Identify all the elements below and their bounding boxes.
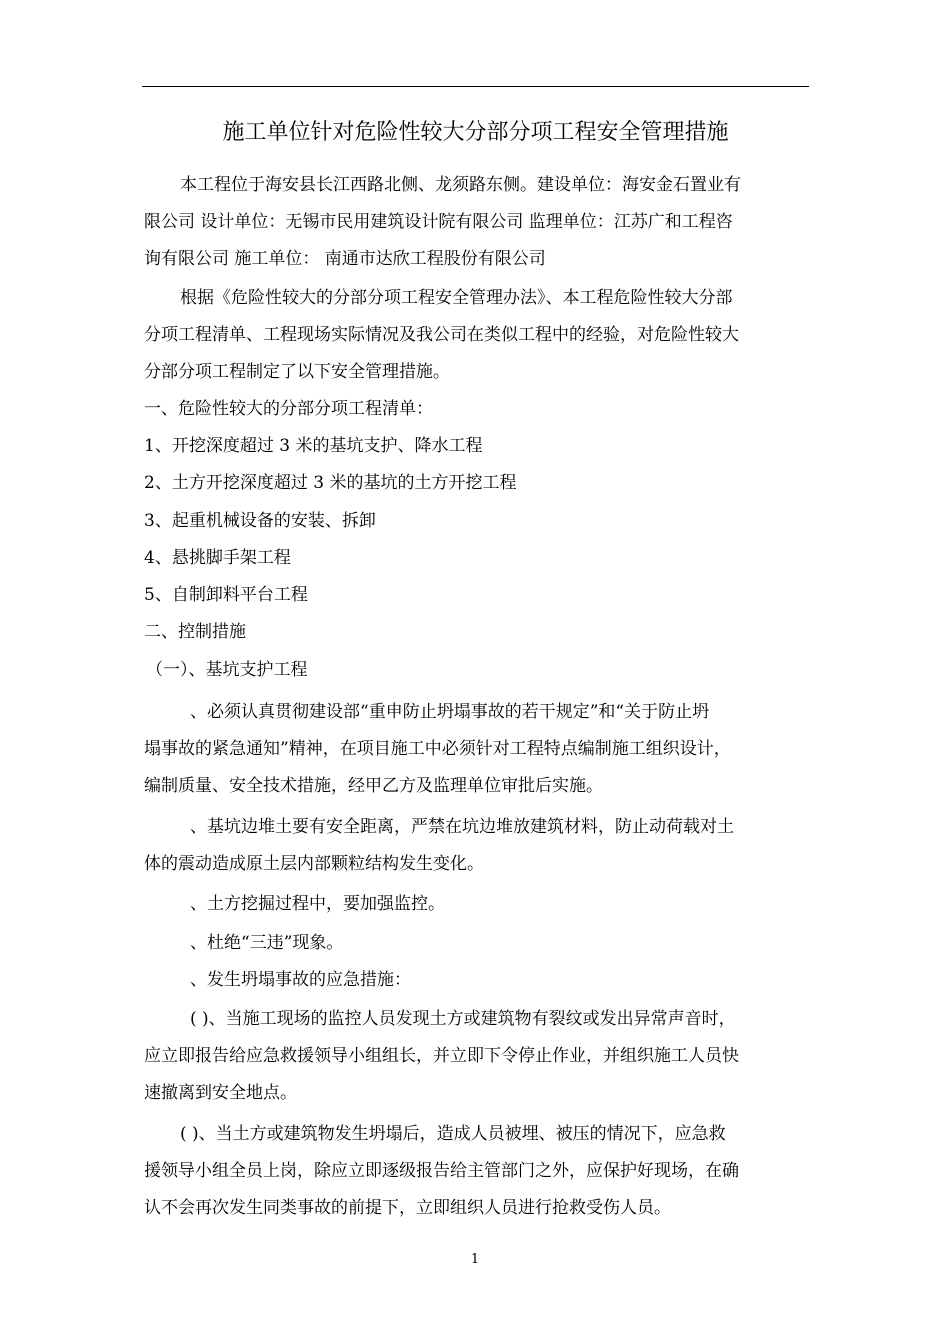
paragraph-line: 本工程位于海安县长江西路北侧、龙须路东侧。建设单位：海安金石置业有: [180, 175, 741, 195]
page-number: 1: [470, 1252, 480, 1267]
paragraph-line: 、发生坍塌事故的应急措施：: [190, 970, 411, 990]
paragraph-line: ( )、当土方或建筑物发生坍塌后，造成人员被埋、被压的情况下，应急救: [180, 1124, 726, 1144]
paragraph-line: 、基坑边堆土要有安全距离，严禁在坑边堆放建筑材料，防止动荷载对土: [190, 817, 734, 837]
paragraph-line: 、必须认真贯彻建设部“重申防止坍塌事故的若干规定”和“关于防止坍: [190, 702, 710, 722]
paragraph-line: 塌事故的紧急通知”精神，在项目施工中必须针对工程特点编制施工组织设计，: [144, 739, 731, 759]
list-item: 4、悬挑脚手架工程: [144, 548, 291, 568]
header-rule: [142, 86, 809, 87]
paragraph-line: 询有限公司 施工单位： 南通市达欣工程股份有限公司: [144, 249, 546, 269]
section-heading: 二、控制措施: [144, 622, 246, 642]
paragraph-line: 分部分项工程制定了以下安全管理措施。: [144, 362, 450, 382]
list-item: 2、土方开挖深度超过 3 米的基坑的土方开挖工程: [144, 473, 517, 493]
list-item: 3、起重机械设备的安装、拆卸: [144, 511, 376, 531]
paragraph-line: 速撤离到安全地点。: [144, 1083, 297, 1103]
paragraph-line: 分项工程清单、工程现场实际情况及我公司在类似工程中的经验，对危险性较大: [144, 325, 739, 345]
paragraph-line: 应立即报告给应急救援领导小组组长，并立即下令停止作业，并组织施工人员快: [144, 1046, 739, 1066]
subsection-heading: （一）、基坑支护工程: [146, 660, 308, 680]
paragraph-line: 、土方挖掘过程中，要加强监控。: [190, 894, 445, 914]
section-heading: 一、危险性较大的分部分项工程清单：: [144, 399, 433, 419]
paragraph-line: 根据《危险性较大的分部分项工程安全管理办法》、本工程危险性较大分部: [180, 288, 733, 308]
list-item: 5、自制卸料平台工程: [144, 585, 308, 605]
paragraph-line: ( )、当施工现场的监控人员发现土方或建筑物有裂纹或发出异常声音时，: [190, 1009, 736, 1029]
list-item: 1、开挖深度超过 3 米的基坑支护、降水工程: [144, 436, 483, 456]
document-title: 施工单位针对危险性较大分部分项工程安全管理措施: [222, 120, 729, 145]
paragraph-line: 援领导小组全员上岗，除应立即逐级报告给主管部门之外，应保护好现场，在确: [144, 1161, 739, 1181]
paragraph-line: 、杜绝“三违”现象。: [190, 933, 344, 953]
paragraph-line: 限公司 设计单位：无锡市民用建筑设计院有限公司 监理单位：江苏广和工程咨: [144, 212, 733, 232]
paragraph-line: 体的震动造成原土层内部颗粒结构发生变化。: [144, 854, 484, 874]
paragraph-line: 认不会再次发生同类事故的前提下，立即组织人员进行抢救受伤人员。: [144, 1198, 671, 1218]
paragraph-line: 编制质量、安全技术措施，经甲乙方及监理单位审批后实施。: [144, 776, 603, 796]
